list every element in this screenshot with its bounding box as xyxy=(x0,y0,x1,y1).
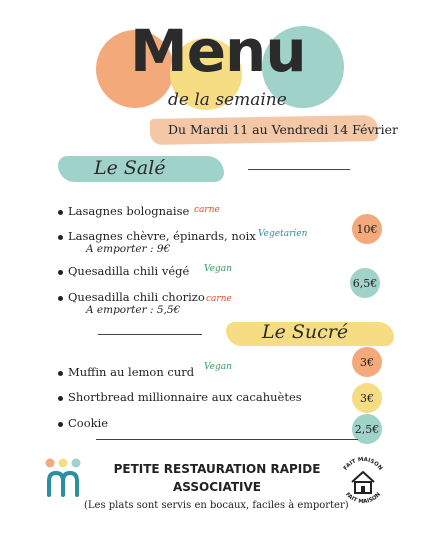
price-badge: 6,5€ xyxy=(350,268,380,298)
fait-maison-badge xyxy=(334,452,392,510)
bullet xyxy=(58,296,63,301)
tag-vegan: Vegan xyxy=(204,264,232,274)
tag-vegetarien: Vegetarien xyxy=(258,229,308,239)
menu-item: Quesadilla chili chorizo xyxy=(68,290,205,304)
price-badge: 2,5€ xyxy=(352,414,382,444)
footer-title-line2: ASSOCIATIVE xyxy=(173,480,261,494)
bullet xyxy=(58,422,63,427)
bullet xyxy=(58,270,63,275)
bullet xyxy=(58,396,63,401)
sucre-rule xyxy=(98,334,202,335)
sucre-title: Le Sucré xyxy=(262,321,349,343)
page-subtitle: de la semaine xyxy=(168,90,287,110)
price-badge: 3€ xyxy=(352,383,382,413)
menu-item: Lasagnes bolognaise xyxy=(68,204,190,218)
price-badge: 3€ xyxy=(352,347,382,377)
svg-text:FAIT MAISON xyxy=(343,457,384,472)
badge-bottom-text: FAIT MAISON xyxy=(343,491,383,506)
bottom-rule xyxy=(96,439,358,440)
tag-vegan: Vegan xyxy=(204,362,232,372)
house-icon xyxy=(352,472,374,493)
menu-item: Quesadilla chili végé xyxy=(68,264,190,278)
menu-item: Cookie xyxy=(68,416,109,430)
bullet xyxy=(58,210,63,215)
menu-item: Shortbread millionnaire aux cacahuètes xyxy=(68,390,302,404)
menu-item-takeaway: A emporter : 9€ xyxy=(86,243,171,255)
tag-carne: carne xyxy=(206,294,232,304)
badge-top-text: FAIT MAISON xyxy=(342,456,384,472)
bullet xyxy=(58,371,63,376)
date-range: Du Mardi 11 au Vendredi 14 Février xyxy=(168,122,398,137)
bullet xyxy=(58,235,63,240)
sale-rule xyxy=(248,169,350,170)
tag-carne: carne xyxy=(194,205,220,215)
menu-item: Muffin au lemon curd xyxy=(68,365,195,379)
menu-item-takeaway: A emporter : 5,5€ xyxy=(86,304,181,316)
menu-item: Lasagnes chèvre, épinards, noix xyxy=(68,229,256,243)
footer-note: (Les plats sont servis en bocaux, faciles à emporter) xyxy=(84,500,349,511)
footer-title-line1: PETITE RESTAURATION RAPIDE xyxy=(113,462,321,476)
dots-m-logo-icon xyxy=(44,457,82,499)
page-title: Menu xyxy=(130,17,306,85)
sale-title: Le Salé xyxy=(94,157,166,179)
price-badge: 10€ xyxy=(352,214,382,244)
